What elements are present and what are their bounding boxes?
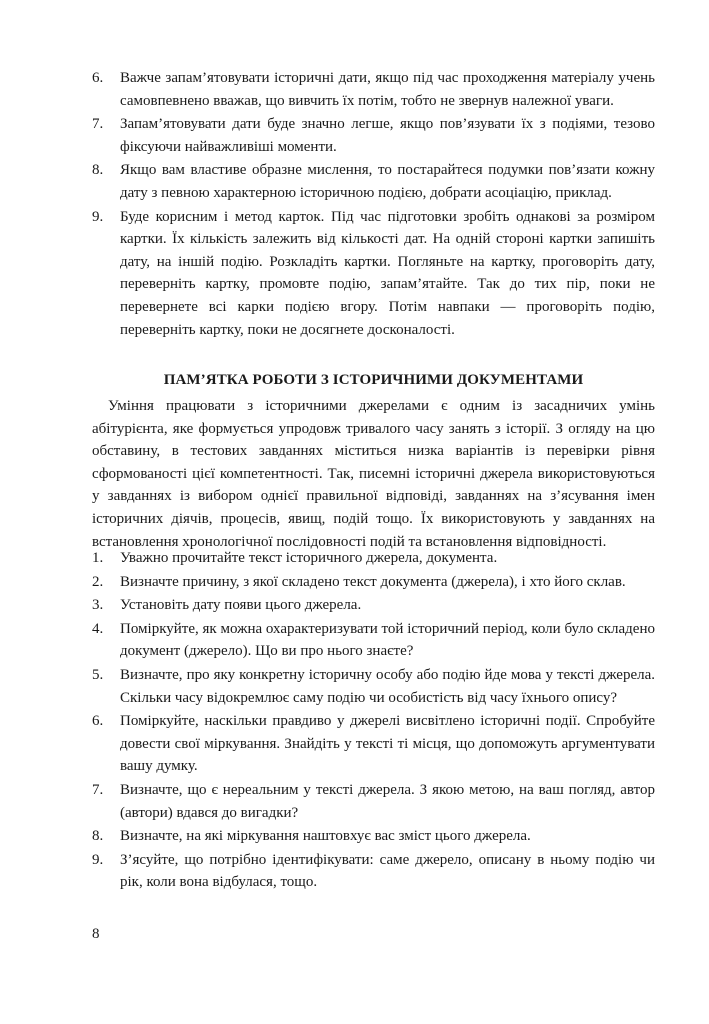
list-item — [92, 67, 655, 112]
item-text: Запам’ятовувати дати буде значно легше, якщо пов’язувати їх з подіями, тезово фіксуючи найважливіші моменти. — [120, 116, 655, 155]
list-item — [92, 206, 655, 342]
document-work-steps-list — [92, 547, 655, 895]
item-text: Визначте, про яку конкретну історичну особу або подію йде мова у тексті джерела. Скільки часу відокремлює саму подію чи особистість від часу їхнього опису? — [120, 666, 655, 706]
list-item — [92, 594, 655, 617]
item-number: 4. — [92, 620, 104, 637]
item-text: Поміркуйте, наскільки правдиво у джерелі висвітлено історичні події. Спробуйте довести свої міркування. Знайдіть у тексті ті місця, що допоможуть аргументувати вашу думку. — [120, 713, 655, 775]
item-text: Важче запам’ятовувати історичні дати, якщо під час проходження матеріалу учень самовпевнено вважав, що вивчить їх потім, тобто не звернув належної уваги. — [120, 70, 655, 109]
item-number: 6. — [92, 70, 104, 86]
list-item — [92, 113, 655, 158]
list-item — [92, 710, 655, 778]
item-number: 3. — [92, 597, 104, 614]
item-text: Установіть дату появи цього джерела. — [120, 597, 362, 614]
page-number: 8 — [92, 926, 100, 942]
section-heading: ПАМ’ЯТКА РОБОТИ З ІСТОРИЧНИМИ ДОКУМЕНТАМИ — [163, 372, 584, 388]
list-item — [92, 664, 655, 709]
item-number: 9. — [92, 851, 104, 868]
item-number: 8. — [92, 828, 104, 845]
item-text: Визначте, на які міркування наштовхує вас зміст цього джерела. — [120, 828, 531, 845]
list-item — [92, 159, 655, 204]
list-item — [92, 618, 655, 663]
item-text: Поміркуйте, як можна охарактеризувати той історичний період, коли було складено документ (джерело). Що ви про нього знаєте? — [120, 620, 655, 660]
intro-paragraph: Уміння працювати з історичними джерелами є одним із засадничих умінь абітурієнта, яке формується упродовж тривалого часу занять з історії. З огляду на цю обставину, в тестових завданнях міститься низка варіантів із перевірки рівня сформованості цієї компетентності. Так, писемні історичні джерела використовуються у завданнях із вибором однієї правильної відповіді, завданнях на з’ясування імен історичних діячів, процесів, явищ, подій тощо. Їх використовують у завданнях на встановлення хронологічної послідовності подій та встановлення відповідності. — [92, 398, 655, 550]
item-number: 6. — [92, 713, 104, 730]
item-text: Буде корисним і метод карток. Під час підготовки зробіть однакові за розміром картки. Їх кількість залежить від кількості дат. На одній стороні картки запишіть дату, на іншій подію. Розкладіть картки. Погляньте на картку, проговоріть дату, переверніть картку, промовте подію, запам’ятайте. Так до тих пір, поки не перевернете всі карки подією вгору. Потім навпаки — проговоріть подію, переверніть картку, поки не досягнете досконалості. — [120, 208, 655, 338]
memory-tips-list — [92, 67, 655, 342]
item-text: Визначте причину, з якої складено текст документа (джерела), і хто його склав. — [120, 573, 626, 590]
list-item — [92, 547, 655, 570]
list-item — [92, 571, 655, 594]
item-text: З’ясуйте, що потрібно ідентифікувати: саме джерело, описану в ньому подію чи рік, коли вона відбулася, тощо. — [120, 851, 655, 891]
item-text: Уважно прочитайте текст історичного джерела, документа. — [120, 550, 498, 566]
item-number: 2. — [92, 573, 104, 590]
list-item — [92, 779, 655, 824]
item-number: 7. — [92, 116, 104, 133]
item-number: 1. — [92, 550, 104, 566]
item-number: 5. — [92, 666, 104, 683]
list-item — [92, 825, 655, 848]
item-text: Визначте, що є нереальним у тексті джерела. З якою метою, на ваш погляд, автор (автори) вдався до вигадки? — [120, 781, 655, 821]
item-text: Якщо вам властиве образне мислення, то постарайтеся подумки пов’язати кожну дату з певною характерною історичною подією, добрати асоціацію, приклад. — [120, 162, 655, 201]
item-number: 7. — [92, 781, 104, 798]
item-number: 8. — [92, 162, 104, 179]
item-number: 9. — [92, 208, 104, 225]
list-item — [92, 849, 655, 894]
